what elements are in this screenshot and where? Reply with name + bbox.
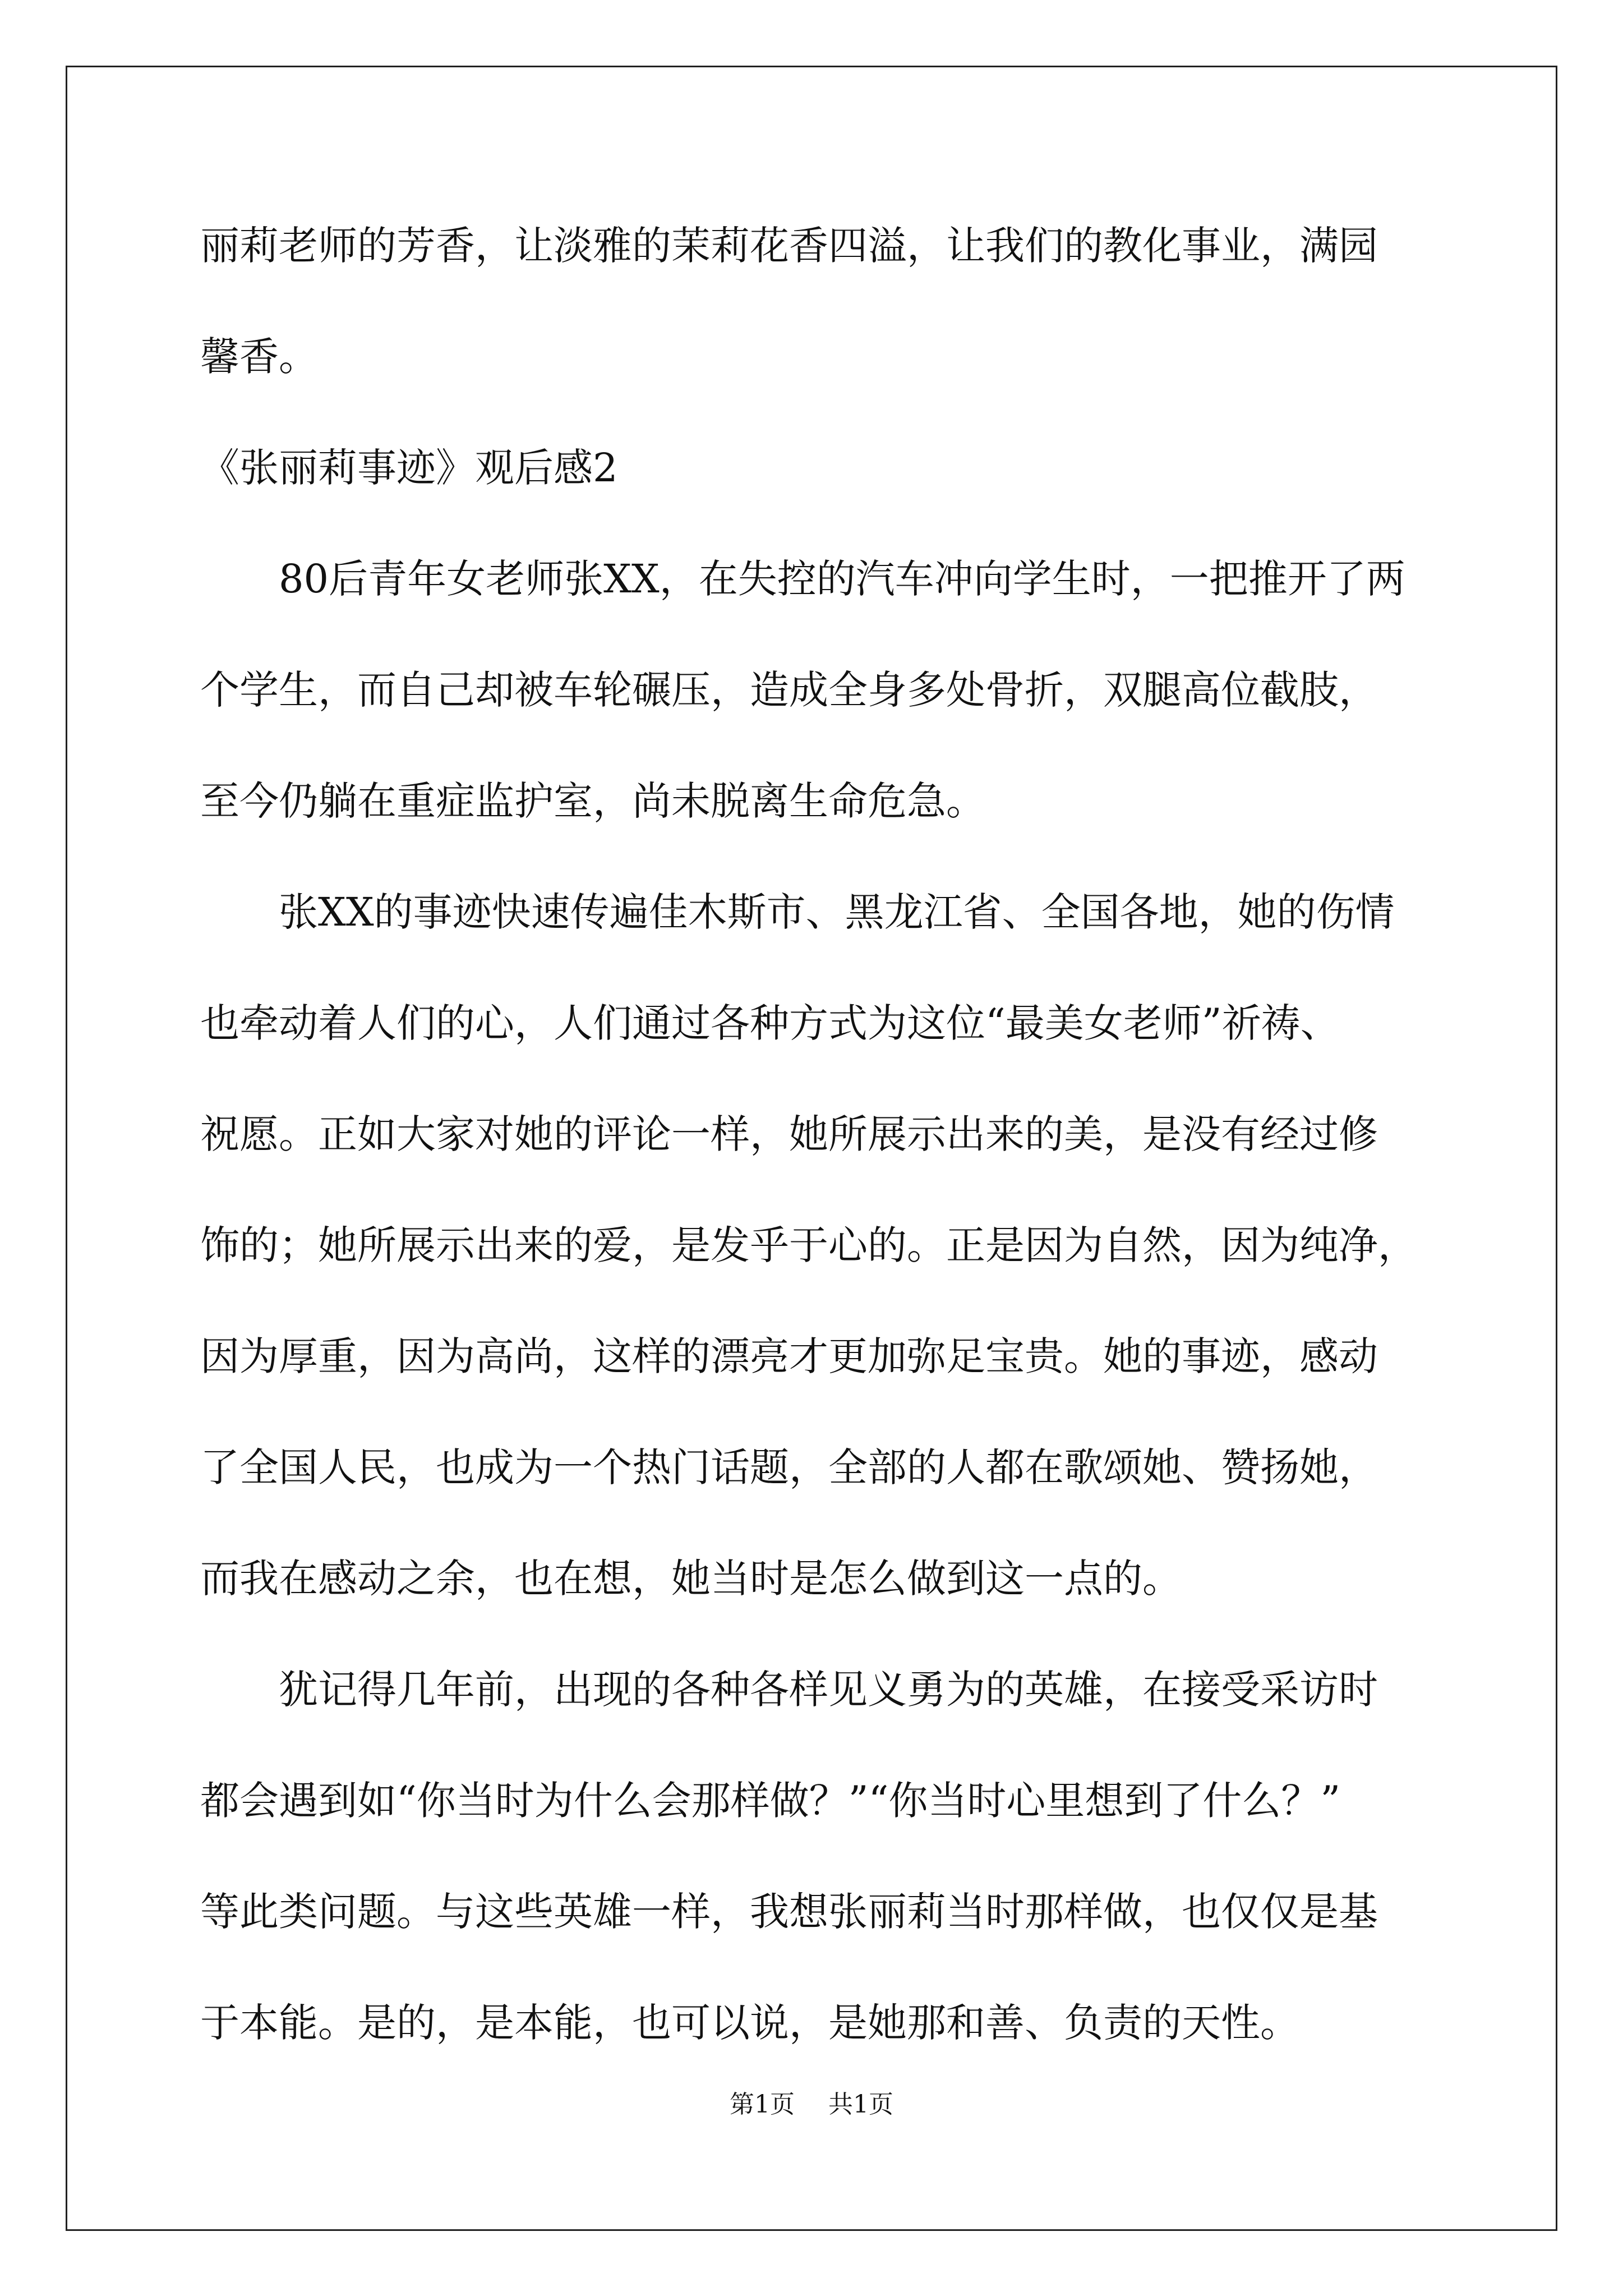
text-line: 也牵动着人们的心，人们通过各种方式为这位“最美女老师”祈祷、: [200, 1000, 1340, 1046]
text-line: 而我在感动之余，也在想，她当时是怎么做到这一点的。: [200, 1556, 1182, 1602]
text-line: 《张丽莉事迹》观后感2: [200, 445, 618, 491]
page-total: 共1页: [828, 2090, 893, 2119]
text-line: 80后青年女老师张XX，在失控的汽车冲向学生时，一把推开了两: [279, 556, 1405, 602]
text-line: 馨香。: [200, 334, 318, 380]
text-line: 都会遇到如“你当时为什么会那样做？”“你当时心里想到了什么？”: [200, 1778, 1341, 1824]
page-number: 第1页: [730, 2090, 795, 2119]
text-line: 丽莉老师的芳香，让淡雅的茉莉花香四溢，让我们的教化事业，满园: [200, 223, 1378, 269]
text-line: 等此类问题。与这些英雄一样，我想张丽莉当时那样做，也仅仅是基: [200, 1889, 1378, 1935]
text-line: 犹记得几年前，出现的各种各样见义勇为的英雄，在接受采访时: [279, 1667, 1378, 1713]
text-line: 了全国人民，也成为一个热门话题，全部的人都在歌颂她、赞扬她，: [200, 1444, 1378, 1490]
text-line: 饰的；她所展示出来的爱，是发乎于心的。正是因为自然，因为纯净，: [200, 1222, 1417, 1268]
text-line: 祝愿。正如大家对她的评论一样，她所展示出来的美，是没有经过修: [200, 1111, 1378, 1157]
document-body: [200, 212, 1456, 2100]
text-line: 于本能。是的，是本能，也可以说，是她那和善、负责的天性。: [200, 2000, 1299, 2046]
text-line: 至今仍躺在重症监护室，尚未脱离生命危急。: [200, 778, 985, 824]
text-line: 因为厚重，因为高尚，这样的漂亮才更加弥足宝贵。她的事迹，感动: [200, 1333, 1378, 1379]
page-footer: [0, 2088, 1623, 2122]
text-line: 个学生，而自己却被车轮碾压，造成全身多处骨折，双腿高位截肢，: [200, 667, 1378, 713]
text-line: 张XX的事迹快速传遍佳木斯市、黑龙江省、全国各地，她的伤情: [279, 889, 1395, 935]
